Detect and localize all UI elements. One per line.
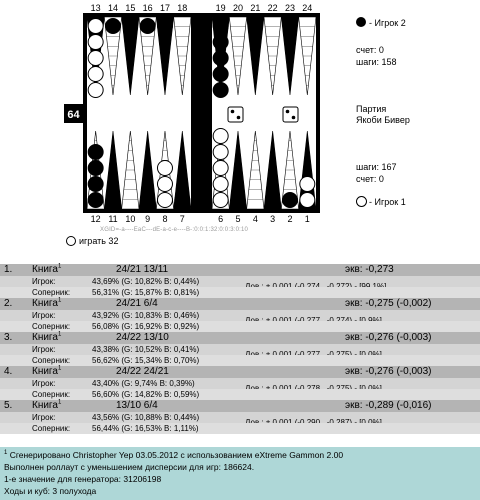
player-label: Игрок: [32, 277, 56, 286]
point-number: 5 [235, 214, 241, 224]
move-source: Книга$^1$ [32, 399, 62, 411]
analysis-player-row [0, 412, 480, 423]
top-player-pips: шаги: 158 [356, 57, 397, 67]
bottom-player-score: счет: 0 [356, 174, 384, 184]
point-number: 7 [179, 214, 185, 224]
die-pip [286, 110, 290, 114]
die-pip [231, 110, 235, 114]
point-number: 24 [302, 3, 313, 13]
footer-line-rollout: Выполнен роллаут с уменьшением дисперсии для игр: 186624. [4, 462, 255, 472]
point-number: 23 [284, 3, 295, 13]
analysis-opponent-row [0, 321, 480, 332]
black-checker[interactable] [175, 193, 190, 208]
white-checker-icon [66, 236, 76, 246]
move-notation: 24/22 13/10 [116, 332, 169, 343]
top-player-name: - Игрок 2 [369, 18, 406, 28]
white-checker[interactable] [88, 35, 103, 50]
white-checker[interactable] [157, 161, 172, 176]
match-variant: Якоби Бивер [356, 115, 410, 125]
player-label: Игрок: [32, 345, 56, 354]
die-pip [237, 116, 241, 120]
white-checker[interactable] [300, 193, 315, 208]
point-number: 12 [90, 214, 101, 224]
point-number: 15 [125, 3, 136, 13]
point-number: 16 [142, 3, 153, 13]
opponent-label: Соперник: [32, 356, 71, 365]
move-notation: 24/21 6/4 [116, 298, 158, 309]
opponent-probabilities: 56,44% (G: 16,53% B: 1,11%) [92, 424, 199, 433]
white-checker[interactable] [213, 145, 228, 160]
move-equity: экв: -0,276 (-0,003) [345, 332, 432, 343]
analysis-player-row [0, 344, 480, 355]
move-source: Книга$^1$ [32, 263, 62, 275]
white-checker-icon [356, 196, 367, 207]
point-number: 2 [287, 214, 293, 224]
footer-line-generated: $^1$ Сгенерировано Christopher Yep 03.05.2012 с использованием eXtreme Gammon 2.00 [4, 450, 344, 460]
die-pip [292, 116, 296, 120]
black-checker[interactable] [88, 193, 103, 208]
move-equity: экв: -0,276 (-0,003) [345, 366, 432, 377]
white-checker[interactable] [213, 193, 228, 208]
white-checker[interactable] [213, 161, 228, 176]
footer-notes [0, 447, 480, 500]
opponent-label: Соперник: [32, 390, 71, 399]
opponent-probabilities: 56,60% (G: 14,82% B: 0,59%) [92, 390, 200, 399]
move-equity: экв: -0,275 (-0,002) [345, 298, 432, 309]
doubling-cube-value: 64 [67, 109, 80, 121]
point-number: 3 [270, 214, 276, 224]
player-probabilities: 43,56% (G: 10,88% B: 0,44%) [92, 413, 200, 422]
black-checker[interactable] [213, 83, 228, 98]
move-rank: 3. [4, 332, 13, 343]
white-checker[interactable] [213, 129, 228, 144]
bottom-player-name: - Игрок 1 [369, 197, 406, 207]
point-number: 11 [108, 214, 118, 224]
white-checker[interactable] [157, 193, 172, 208]
player-probabilities: 43,69% (G: 10,82% B: 0,44%) [92, 277, 200, 286]
white-checker[interactable] [88, 67, 103, 82]
analysis-move-row[interactable] [0, 298, 480, 310]
black-checker[interactable] [88, 161, 103, 176]
black-checker[interactable] [88, 145, 103, 160]
player-label: Игрок: [32, 379, 56, 388]
opponent-label: Соперник: [32, 424, 71, 433]
analysis-table [0, 264, 480, 434]
black-checker[interactable] [105, 19, 120, 34]
black-checker[interactable] [157, 19, 172, 34]
top-player-score: счет: 0 [356, 45, 384, 55]
move-notation: 24/22 24/21 [116, 366, 169, 377]
point-number: 14 [107, 3, 119, 13]
footer-line-plies: Ходы и куб: 3 полухода [4, 486, 97, 496]
white-checker[interactable] [213, 177, 228, 192]
to-play-indicator [66, 236, 118, 246]
player-probabilities: 43,38% (G: 10,52% B: 0,41%) [92, 345, 200, 354]
analysis-opponent-row [0, 423, 480, 434]
move-rank: 4. [4, 366, 13, 377]
opponent-probabilities: 56,31% (G: 15,87% B: 0,81%) [92, 288, 200, 297]
opponent-probabilities: 56,08% (G: 16,92% B: 0,92%) [92, 322, 200, 331]
move-equity: экв: -0,273 [345, 264, 394, 275]
player-probabilities: 43,40% (G: 9,74% B: 0,39%) [92, 379, 195, 388]
point-number: 6 [218, 214, 224, 224]
player-label: Игрок: [32, 311, 56, 320]
analysis-move-row[interactable] [0, 366, 480, 378]
point-number: 13 [90, 3, 101, 13]
opponent-label: Соперник: [32, 322, 71, 331]
black-checker[interactable] [213, 35, 228, 50]
opponent-probabilities: 56,62% (G: 15,34% B: 0,70%) [92, 356, 200, 365]
analysis-player-row [0, 378, 480, 389]
xgid-string: XGID=-a----EaC---dE-a-c-e----B-:0:0:1:32:0:0:3:0:10 [100, 227, 249, 233]
white-checker[interactable] [157, 177, 172, 192]
white-checker[interactable] [88, 19, 103, 34]
point-number: 18 [177, 3, 188, 13]
black-checker-icon [356, 17, 366, 27]
black-checker[interactable] [88, 177, 103, 192]
analysis-move-row[interactable] [0, 264, 480, 276]
analysis-move-row[interactable] [0, 400, 480, 412]
move-equity: экв: -0,289 (-0,016) [345, 400, 432, 411]
point-number: 10 [125, 214, 136, 224]
move-notation: 13/10 6/4 [116, 400, 158, 411]
analysis-move-row[interactable] [0, 332, 480, 344]
point-number: 9 [145, 214, 151, 224]
to-play-text: играть 32 [79, 236, 119, 246]
footer-line-seed: 1-е значение для генератора: 31206198 [4, 474, 162, 484]
point-number: 8 [162, 214, 168, 224]
match-title: Партия [356, 104, 387, 114]
point-number: 17 [159, 3, 170, 13]
move-rank: 2. [4, 298, 13, 309]
move-source: Книга$^1$ [32, 297, 62, 309]
black-checker[interactable] [140, 19, 155, 34]
point-number: 19 [215, 3, 226, 13]
black-checker[interactable] [213, 19, 228, 34]
black-checker[interactable] [282, 193, 297, 208]
player-probabilities: 43,92% (G: 10,83% B: 0,46%) [92, 311, 200, 320]
point-number: 20 [232, 3, 244, 13]
point-number: 4 [252, 214, 258, 224]
die[interactable] [228, 107, 243, 122]
move-source: Книга$^1$ [32, 331, 62, 343]
analysis-opponent-row [0, 389, 480, 400]
move-source: Книга$^1$ [32, 365, 62, 377]
opponent-label: Соперник: [32, 288, 71, 297]
white-checker[interactable] [88, 83, 103, 98]
player-label: Игрок: [32, 413, 56, 422]
move-notation: 24/21 13/11 [116, 264, 169, 275]
point-number: 21 [250, 3, 261, 13]
white-checker[interactable] [88, 51, 103, 66]
black-checker[interactable] [213, 67, 228, 82]
bottom-player-pips: шаги: 167 [356, 162, 397, 172]
analysis-opponent-row [0, 355, 480, 366]
analysis-player-row [0, 310, 480, 321]
point-number: 1 [304, 214, 310, 224]
move-rank: 5. [4, 400, 13, 411]
white-checker[interactable] [300, 177, 315, 192]
analysis-player-row [0, 276, 480, 287]
move-rank: 1. [4, 264, 13, 275]
analysis-opponent-row [0, 287, 480, 298]
black-checker[interactable] [213, 51, 228, 66]
die[interactable] [283, 107, 298, 122]
point-number: 22 [267, 3, 278, 13]
